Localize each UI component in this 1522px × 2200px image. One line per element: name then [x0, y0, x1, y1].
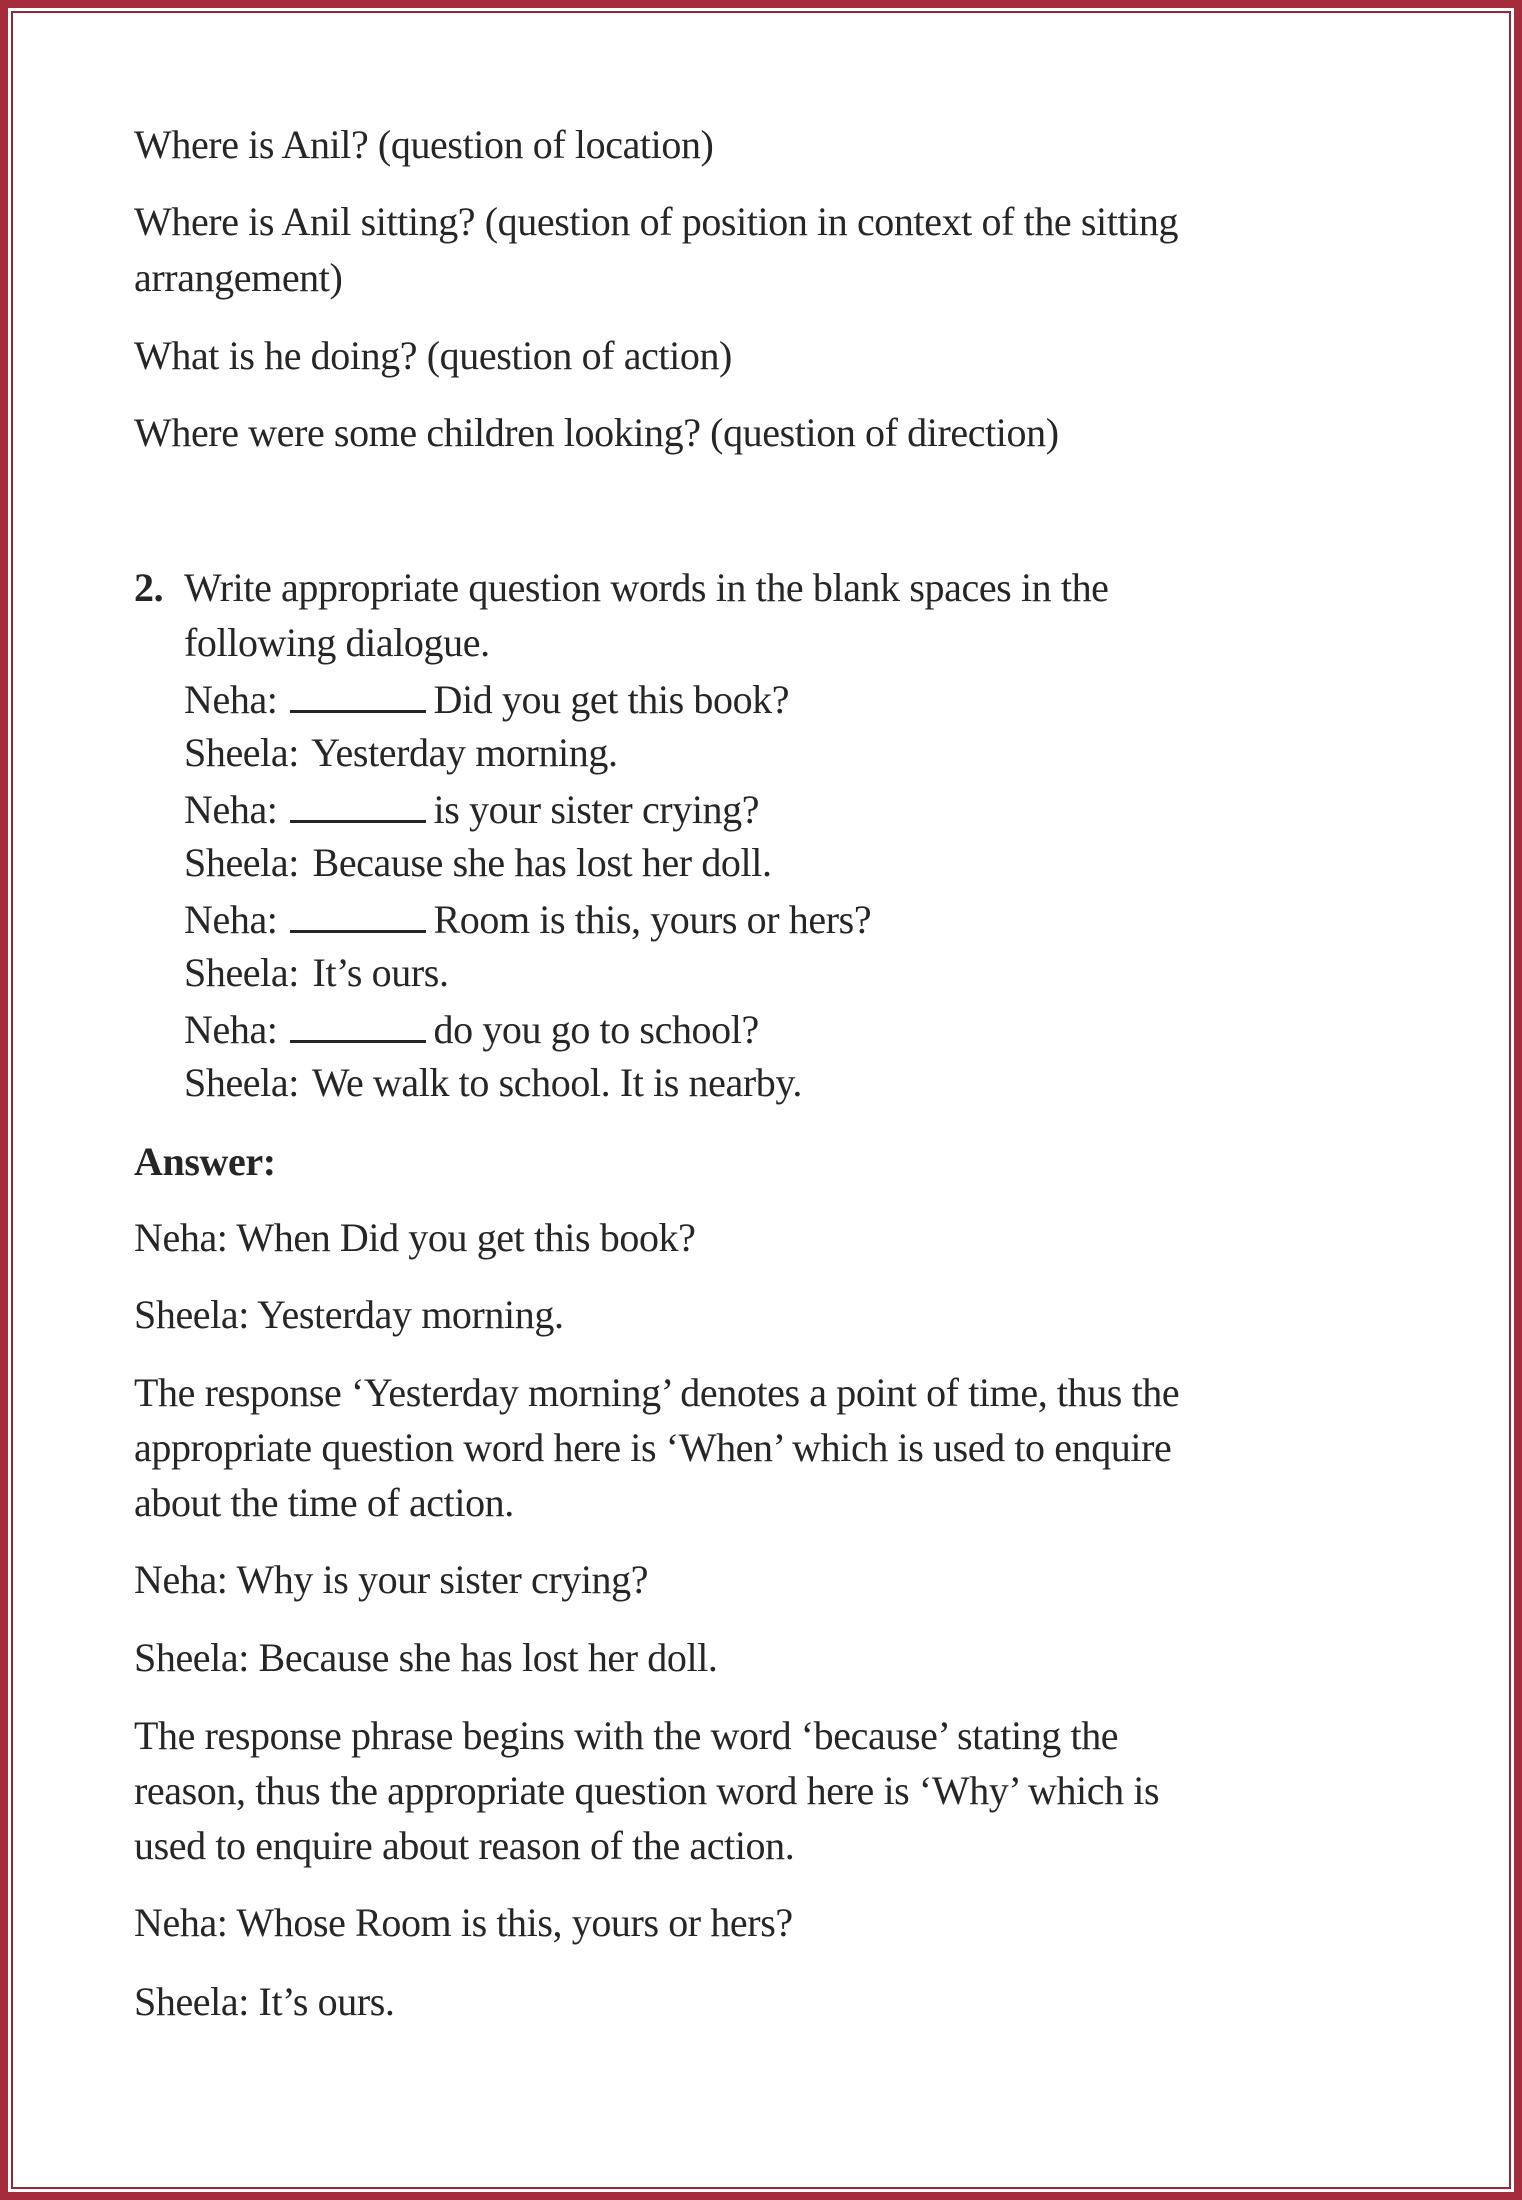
dialogue-line — [184, 674, 789, 724]
dialogue-speaker: Neha: — [184, 1007, 278, 1052]
question-prompt-line1: Write appropriate question words in the blank spaces in the — [184, 565, 1109, 610]
answer-explanation-line: about the time of action. — [134, 1480, 514, 1525]
answer-blank — [290, 894, 426, 933]
intro-question-position: Where is Anil sitting? (question of position in context of the sitting — [134, 199, 1179, 244]
dialogue-text: Room is this, yours or hers? — [433, 897, 872, 942]
answer-blank — [290, 1004, 426, 1043]
dialogue-text: is your sister crying? — [433, 787, 760, 832]
dialogue-text: Because she has lost her doll. — [312, 840, 772, 885]
intro-question-direction: Where were some children looking? (question of direction) — [134, 410, 1059, 455]
answer-explanation-line: The response phrase begins with the word ‘because’ stating the — [134, 1713, 1119, 1758]
answer-line: Sheela: Because she has lost her doll. — [134, 1635, 718, 1680]
question-number: 2. — [134, 565, 164, 610]
dialogue-speaker: Neha: — [184, 897, 278, 942]
dialogue-line — [184, 839, 772, 887]
dialogue-line — [184, 894, 871, 944]
dialogue-line — [184, 1059, 802, 1107]
intro-question-location: Where is Anil? (question of location) — [134, 122, 714, 167]
intro-question-action: What is he doing? (question of action) — [134, 333, 732, 378]
intro-question-position-cont: arrangement) — [134, 255, 343, 300]
dialogue-text: Yesterday morning. — [311, 730, 618, 775]
answer-heading: Answer: — [134, 1139, 276, 1184]
dialogue-text: do you go to school? — [433, 1007, 759, 1052]
dialogue-speaker: Neha: — [184, 677, 278, 722]
answer-explanation-line: used to enquire about reason of the action. — [134, 1823, 795, 1868]
answer-explanation-line: The response ‘Yesterday morning’ denotes a point of time, thus the — [134, 1370, 1180, 1415]
answer-line: Neha: Whose Room is this, yours or hers? — [134, 1900, 793, 1945]
dialogue-line — [184, 729, 618, 777]
dialogue-text: We walk to school. It is nearby. — [311, 1060, 802, 1105]
answer-line: Sheela: It’s ours. — [134, 1979, 395, 2024]
dialogue-line — [184, 1004, 759, 1054]
answer-line: Neha: When Did you get this book? — [134, 1215, 696, 1260]
dialogue-text: Did you get this book? — [433, 677, 790, 722]
dialogue-line — [184, 784, 759, 834]
dialogue-text: It’s ours. — [312, 950, 449, 995]
answer-line: Neha: Why is your sister crying? — [134, 1557, 649, 1602]
answer-blank — [290, 784, 426, 823]
answer-explanation-line: reason, thus the appropriate question word here is ‘Why’ which is — [134, 1768, 1160, 1813]
dialogue-speaker: Sheela: — [184, 840, 299, 885]
dialogue-speaker: Sheela: — [184, 730, 299, 775]
dialogue-speaker: Sheela: — [184, 1060, 299, 1105]
dialogue-speaker: Sheela: — [184, 950, 299, 995]
question-prompt-line2: following dialogue. — [184, 620, 490, 665]
answer-blank — [290, 674, 426, 713]
dialogue-speaker: Neha: — [184, 787, 278, 832]
answer-explanation-line: appropriate question word here is ‘When’ which is used to enquire — [134, 1425, 1172, 1470]
answer-line: Sheela: Yesterday morning. — [134, 1292, 564, 1337]
dialogue-line — [184, 949, 449, 997]
